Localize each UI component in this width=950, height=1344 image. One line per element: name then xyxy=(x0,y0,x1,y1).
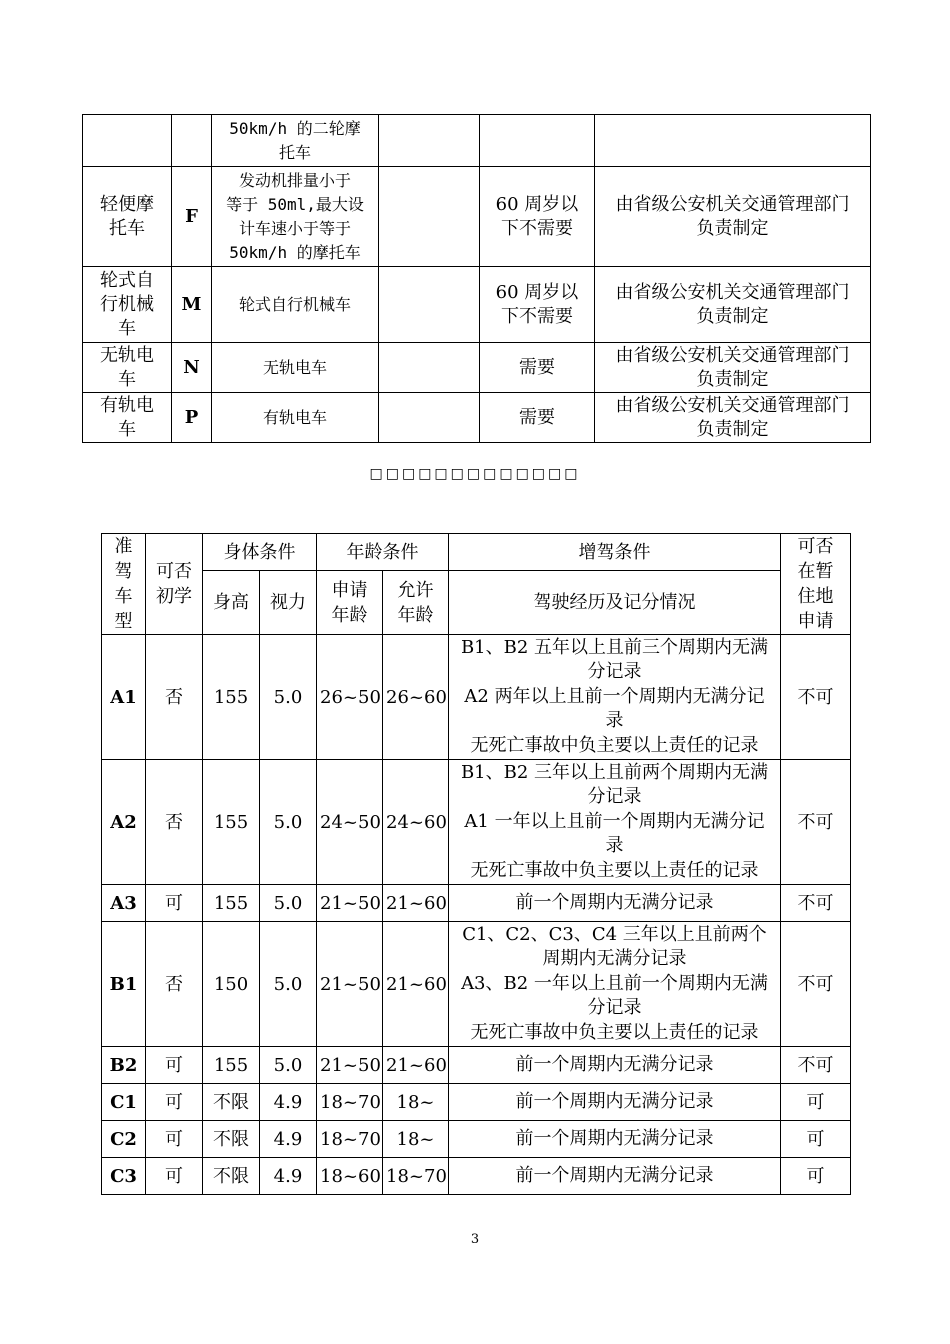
local-apply-cell-line: 不可 xyxy=(797,973,834,995)
can-learn-cell xyxy=(146,1158,203,1195)
table-row xyxy=(102,885,851,922)
class-cell-line: A2 xyxy=(110,811,137,833)
local-apply-cell-line: 不可 xyxy=(797,686,834,708)
header-upgrade-conditions: 增驾条件 xyxy=(449,534,781,571)
requirement-cell-line: 无死亡事故中负主要以上责任的记录 xyxy=(470,859,759,881)
apply-age-cell xyxy=(317,1047,383,1084)
class-cell xyxy=(102,1084,146,1121)
vision-cell xyxy=(260,1121,317,1158)
vision-cell xyxy=(260,1084,317,1121)
local-apply-cell xyxy=(781,1047,851,1084)
class-cell xyxy=(102,922,146,1047)
blank-cell xyxy=(379,267,480,343)
can-learn-cell-line: 可 xyxy=(165,1128,183,1150)
class-cell-line: A1 xyxy=(110,686,137,708)
allow-age-cell-line: 26~60 xyxy=(386,686,447,708)
inspection-cell-line: 60 周岁以 xyxy=(495,281,579,303)
inspection-cell-line: 60 周岁以 xyxy=(495,193,579,215)
class-code-cell-line: P xyxy=(184,406,199,428)
vehicle-description-cell xyxy=(212,393,379,443)
apply-age-cell-line: 21~50 xyxy=(320,973,381,995)
table-row xyxy=(102,1158,851,1195)
table-row xyxy=(102,760,851,885)
header-line: 可否 xyxy=(156,561,192,582)
apply-age-cell xyxy=(317,1121,383,1158)
class-code-cell-line: F xyxy=(185,205,198,227)
header-line: 准 xyxy=(114,536,133,557)
vision-cell-line: 5.0 xyxy=(273,892,303,914)
inspection-cell-line: 下不需要 xyxy=(501,217,573,239)
vision-cell-line: 4.9 xyxy=(273,1165,303,1187)
class-cell xyxy=(102,635,146,760)
allow-age-cell-line: 21~60 xyxy=(386,892,447,914)
requirement-cell xyxy=(449,1047,781,1084)
header-apply-age xyxy=(317,571,383,635)
height-cell xyxy=(203,1158,260,1195)
table-row xyxy=(83,393,871,443)
can-learn-cell xyxy=(146,1084,203,1121)
allow-age-cell-line: 18~ xyxy=(396,1128,435,1150)
table-row xyxy=(83,343,871,393)
note-cell-line: 负责制定 xyxy=(696,418,769,440)
table-caption: □□□□□□□□□□□□□ xyxy=(369,466,581,482)
local-apply-cell-line: 可 xyxy=(806,1165,825,1187)
header-line: 型 xyxy=(114,611,133,632)
allow-age-cell-line: 24~60 xyxy=(386,811,447,833)
requirement-cell-line: 分记录 xyxy=(587,661,642,683)
apply-age-cell-line: 26~50 xyxy=(320,686,381,708)
vision-cell-line: 5.0 xyxy=(273,686,303,708)
height-cell xyxy=(203,1047,260,1084)
requirement-cell-line: 周期内无满分记录 xyxy=(542,948,687,970)
vehicle-description-cell-line: 轮式自行机械车 xyxy=(238,294,351,314)
note-cell xyxy=(595,115,871,167)
requirement-cell xyxy=(449,922,781,1047)
height-cell-line: 不限 xyxy=(213,1165,249,1187)
allow-age-cell xyxy=(383,635,449,760)
height-cell xyxy=(203,760,260,885)
local-apply-cell-line: 不可 xyxy=(797,892,834,914)
can-learn-cell xyxy=(146,885,203,922)
vision-cell-line: 5.0 xyxy=(273,973,303,995)
vision-cell xyxy=(260,885,317,922)
allow-age-cell xyxy=(383,885,449,922)
vehicle-type-cell-line: 车 xyxy=(118,418,136,440)
note-cell-line: 由省级公安机关交通管理部门 xyxy=(615,281,850,303)
header-line: 住地 xyxy=(797,586,834,607)
vision-cell-line: 5.0 xyxy=(273,1054,303,1076)
header-line: 在暂 xyxy=(797,561,834,582)
requirement-cell-line: 无死亡事故中负主要以上责任的记录 xyxy=(470,1021,759,1043)
requirement-cell-line: A3、B2 一年以上且前一个周期内无满 xyxy=(461,972,768,994)
requirement-cell-line: 录 xyxy=(605,710,624,732)
requirement-cell xyxy=(449,635,781,760)
header-vehicle-class xyxy=(102,534,146,635)
allow-age-cell xyxy=(383,1047,449,1084)
requirement-cell-line: 录 xyxy=(605,835,624,857)
header-vehicle-class-text xyxy=(105,534,142,634)
header-line: 年龄 xyxy=(331,604,368,626)
local-apply-cell-line: 不可 xyxy=(797,1054,834,1076)
header-line: 申请 xyxy=(331,579,368,601)
vehicle-class-table-continued xyxy=(82,114,871,443)
note-cell xyxy=(595,393,871,443)
requirement-cell xyxy=(449,885,781,922)
height-cell xyxy=(203,885,260,922)
allow-age-cell-line: 21~60 xyxy=(386,1054,447,1076)
inspection-cell xyxy=(480,115,595,167)
requirement-cell-line: 前一个周期内无满分记录 xyxy=(515,891,714,913)
local-apply-cell-line: 可 xyxy=(806,1091,825,1113)
header-body-conditions: 身体条件 xyxy=(203,534,317,571)
blank-cell xyxy=(379,115,480,167)
vision-cell xyxy=(260,760,317,885)
header-line: 初学 xyxy=(156,586,192,607)
height-cell-line: 155 xyxy=(213,1054,249,1076)
vehicle-description-cell-line: 计车速小于等于 xyxy=(238,218,351,238)
apply-age-cell-line: 18~70 xyxy=(320,1091,381,1113)
header-line: 申请 xyxy=(797,611,834,632)
vehicle-description-cell-line: 50km/h 的摩托车 xyxy=(229,242,361,262)
requirement-cell-line: 前一个周期内无满分记录 xyxy=(515,1053,714,1075)
class-code-cell xyxy=(172,343,212,393)
allow-age-cell xyxy=(383,1121,449,1158)
header-apply-age-text xyxy=(320,578,379,628)
class-cell-line: B1 xyxy=(109,973,138,995)
class-code-cell xyxy=(172,267,212,343)
height-cell-line: 不限 xyxy=(213,1091,249,1113)
header-line: 车 xyxy=(114,586,133,607)
apply-age-cell-line: 18~70 xyxy=(320,1128,381,1150)
can-learn-cell-line: 可 xyxy=(165,1054,183,1076)
vehicle-description-cell xyxy=(212,343,379,393)
vision-cell xyxy=(260,922,317,1047)
allow-age-cell xyxy=(383,760,449,885)
can-learn-cell xyxy=(146,1121,203,1158)
blank-cell xyxy=(379,343,480,393)
header-line: 驾 xyxy=(114,561,133,582)
requirement-cell-line: C1、C2、C3、C4 三年以上且前两个 xyxy=(462,923,767,945)
table-row xyxy=(102,1084,851,1121)
header-local-apply xyxy=(781,534,851,635)
note-cell-line: 负责制定 xyxy=(696,305,769,327)
apply-age-cell-line: 21~50 xyxy=(320,1054,381,1076)
height-cell-line: 155 xyxy=(213,686,249,708)
local-apply-cell-line: 可 xyxy=(806,1128,825,1150)
table-row xyxy=(83,167,871,267)
local-apply-cell-line: 不可 xyxy=(797,811,834,833)
note-cell xyxy=(595,343,871,393)
class-cell xyxy=(102,1158,146,1195)
vehicle-description-cell xyxy=(212,115,379,167)
vehicle-description-cell-line: 等于 50ml,最大设 xyxy=(226,194,364,214)
apply-age-cell xyxy=(317,885,383,922)
vehicle-type-cell-line: 托车 xyxy=(109,217,145,239)
can-learn-cell-line: 否 xyxy=(165,811,183,833)
vehicle-type-cell xyxy=(83,393,172,443)
height-cell xyxy=(203,922,260,1047)
allow-age-cell xyxy=(383,1158,449,1195)
class-cell-line: C2 xyxy=(110,1128,137,1150)
class-cell-line: B2 xyxy=(109,1054,138,1076)
vision-cell xyxy=(260,1047,317,1084)
vision-cell-line: 4.9 xyxy=(273,1091,303,1113)
class-code-cell xyxy=(172,393,212,443)
class-cell xyxy=(102,885,146,922)
inspection-cell xyxy=(480,267,595,343)
license-upgrade-requirements-table xyxy=(101,533,851,1195)
requirement-cell xyxy=(449,760,781,885)
header-can-learn xyxy=(146,534,203,635)
class-code-cell xyxy=(172,167,212,267)
requirement-cell-line: 前一个周期内无满分记录 xyxy=(515,1164,714,1186)
can-learn-cell xyxy=(146,760,203,885)
header-line: 可否 xyxy=(797,536,834,557)
vehicle-type-cell-line: 轻便摩 xyxy=(100,193,154,215)
requirement-cell-line: A1 一年以上且前一个周期内无满分记 xyxy=(464,810,765,832)
apply-age-cell xyxy=(317,1084,383,1121)
height-cell-line: 150 xyxy=(213,973,249,995)
requirement-cell xyxy=(449,1158,781,1195)
inspection-cell xyxy=(480,167,595,267)
vision-cell-line: 4.9 xyxy=(273,1128,303,1150)
can-learn-cell xyxy=(146,922,203,1047)
header-height: 身高 xyxy=(203,571,260,635)
header-allow-age xyxy=(383,571,449,635)
header-vision: 视力 xyxy=(260,571,317,635)
requirement-cell-line: 前一个周期内无满分记录 xyxy=(515,1127,714,1149)
header-line: 允许 xyxy=(397,579,434,601)
allow-age-cell xyxy=(383,1084,449,1121)
vehicle-type-cell xyxy=(83,267,172,343)
vehicle-description-cell xyxy=(212,167,379,267)
header-local-apply-text xyxy=(784,534,847,634)
class-cell xyxy=(102,1047,146,1084)
table-row xyxy=(102,1121,851,1158)
vehicle-description-cell-line: 有轨电车 xyxy=(262,407,327,427)
class-cell-line: C1 xyxy=(110,1091,137,1113)
header-age-conditions: 年龄条件 xyxy=(317,534,449,571)
inspection-cell-line: 下不需要 xyxy=(501,305,573,327)
apply-age-cell xyxy=(317,1158,383,1195)
vehicle-description-cell-line: 50km/h 的二轮摩 xyxy=(229,118,361,138)
requirement-cell xyxy=(449,1121,781,1158)
class-cell-line: A3 xyxy=(110,892,137,914)
can-learn-cell xyxy=(146,635,203,760)
note-cell xyxy=(595,167,871,267)
apply-age-cell-line: 21~50 xyxy=(320,892,381,914)
height-cell-line: 不限 xyxy=(213,1128,249,1150)
vehicle-type-cell xyxy=(83,115,172,167)
apply-age-cell-line: 24~50 xyxy=(320,811,381,833)
table-row xyxy=(83,267,871,343)
height-cell xyxy=(203,1121,260,1158)
vision-cell xyxy=(260,1158,317,1195)
requirement-cell xyxy=(449,1084,781,1121)
class-code-cell xyxy=(172,115,212,167)
vehicle-type-cell-line: 无轨电 xyxy=(100,344,154,366)
allow-age-cell-line: 21~60 xyxy=(386,973,447,995)
note-cell-line: 负责制定 xyxy=(696,217,769,239)
note-cell-line: 由省级公安机关交通管理部门 xyxy=(615,394,850,416)
vehicle-type-cell xyxy=(83,343,172,393)
vehicle-description-cell xyxy=(212,267,379,343)
requirement-cell-line: 前一个周期内无满分记录 xyxy=(515,1090,714,1112)
can-learn-cell-line: 可 xyxy=(165,892,183,914)
apply-age-cell xyxy=(317,635,383,760)
requirement-cell-line: A2 两年以上且前一个周期内无满分记 xyxy=(464,685,765,707)
requirement-cell-line: B1、B2 三年以上且前两个周期内无满 xyxy=(460,761,769,783)
apply-age-cell-line: 18~60 xyxy=(320,1165,381,1187)
vehicle-description-cell-line: 发动机排量小于 xyxy=(238,170,351,190)
local-apply-cell xyxy=(781,1084,851,1121)
header-history: 驾驶经历及记分情况 xyxy=(449,571,781,635)
inspection-cell-line: 需要 xyxy=(519,356,555,378)
local-apply-cell xyxy=(781,1121,851,1158)
vehicle-type-cell-line: 车 xyxy=(118,368,136,390)
page-number: 3 xyxy=(470,1232,480,1247)
can-learn-cell-line: 否 xyxy=(165,973,183,995)
class-cell xyxy=(102,760,146,885)
inspection-cell xyxy=(480,393,595,443)
local-apply-cell xyxy=(781,635,851,760)
header-allow-age-text xyxy=(386,578,445,628)
local-apply-cell xyxy=(781,1158,851,1195)
requirement-cell-line: 分记录 xyxy=(587,786,642,808)
vehicle-description-cell-line: 托车 xyxy=(278,142,311,162)
vision-cell-line: 5.0 xyxy=(273,811,303,833)
table-row xyxy=(102,1047,851,1084)
can-learn-cell-line: 可 xyxy=(165,1091,183,1113)
allow-age-cell-line: 18~70 xyxy=(386,1165,447,1187)
table-row xyxy=(102,922,851,1047)
blank-cell xyxy=(379,393,480,443)
inspection-cell xyxy=(480,343,595,393)
apply-age-cell xyxy=(317,760,383,885)
note-cell-line: 由省级公安机关交通管理部门 xyxy=(615,193,850,215)
requirement-cell-line: 分记录 xyxy=(587,997,642,1019)
height-cell-line: 155 xyxy=(213,811,249,833)
local-apply-cell xyxy=(781,885,851,922)
header-can-learn-text xyxy=(149,559,199,609)
can-learn-cell-line: 否 xyxy=(165,686,183,708)
height-cell-line: 155 xyxy=(213,892,249,914)
can-learn-cell-line: 可 xyxy=(165,1165,183,1187)
requirement-cell-line: 无死亡事故中负主要以上责任的记录 xyxy=(470,734,759,756)
vehicle-type-cell xyxy=(83,167,172,267)
vehicle-type-cell-line: 车 xyxy=(118,317,136,339)
inspection-cell-line: 需要 xyxy=(519,406,555,428)
class-cell-line: C3 xyxy=(110,1165,137,1187)
vehicle-type-cell-line: 轮式自 xyxy=(100,269,154,291)
local-apply-cell xyxy=(781,760,851,885)
allow-age-cell xyxy=(383,922,449,1047)
height-cell xyxy=(203,1084,260,1121)
class-code-cell-line: M xyxy=(181,293,202,315)
table-row xyxy=(83,115,871,167)
blank-cell xyxy=(379,167,480,267)
vision-cell xyxy=(260,635,317,760)
note-cell-line: 由省级公安机关交通管理部门 xyxy=(615,344,850,366)
note-cell xyxy=(595,267,871,343)
vehicle-type-cell-line: 行机械 xyxy=(100,293,154,315)
vehicle-description-cell-line: 无轨电车 xyxy=(262,357,327,377)
table-row xyxy=(102,635,851,760)
can-learn-cell xyxy=(146,1047,203,1084)
allow-age-cell-line: 18~ xyxy=(396,1091,435,1113)
requirement-cell-line: B1、B2 五年以上且前三个周期内无满 xyxy=(460,636,769,658)
apply-age-cell xyxy=(317,922,383,1047)
header-line: 年龄 xyxy=(397,604,434,626)
class-code-cell-line: N xyxy=(183,356,200,378)
note-cell-line: 负责制定 xyxy=(696,368,769,390)
height-cell xyxy=(203,635,260,760)
local-apply-cell xyxy=(781,922,851,1047)
vehicle-type-cell-line: 有轨电 xyxy=(100,394,154,416)
class-cell xyxy=(102,1121,146,1158)
